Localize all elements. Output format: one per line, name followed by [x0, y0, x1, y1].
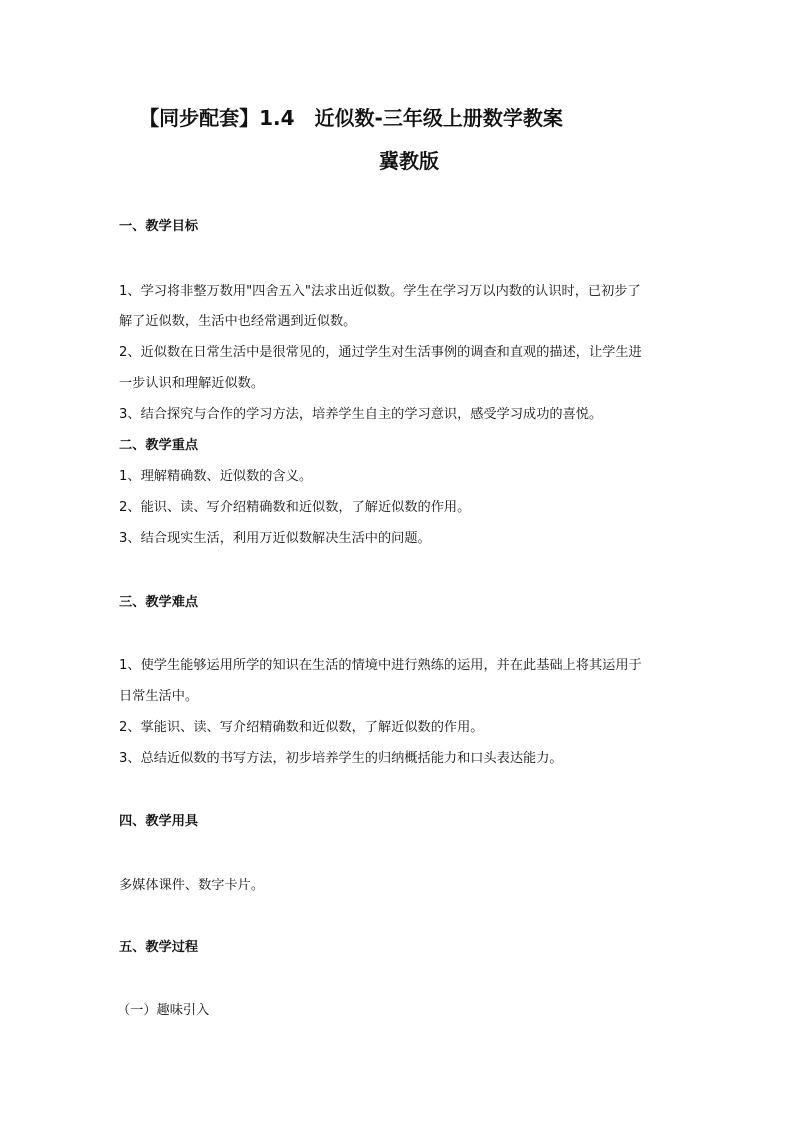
section-heading-process: 五、教学过程 — [119, 940, 199, 955]
document-title: 【同步配套】1.4 近似数-三年级上册数学教案 — [139, 106, 563, 130]
paragraph-line: 解了近似数，生活中也经常遇到近似数。 — [119, 314, 357, 329]
document-subtitle: 冀教版 — [379, 149, 439, 173]
paragraph-line: 1、学习将非整万数用"四舍五入"法求出近似数。学生在学习万以内数的认识时，已初步了 — [119, 284, 641, 299]
section-heading-objectives: 一、教学目标 — [119, 219, 199, 234]
section-heading-key-points: 二、教学重点 — [119, 438, 199, 453]
paragraph-line: 3、结合现实生活，利用万近似数解决生活中的问题。 — [119, 531, 431, 546]
paragraph-line: 多媒体课件、数字卡片。 — [119, 878, 265, 893]
paragraph-line: 日常生活中。 — [119, 689, 199, 704]
paragraph-line: 1、理解精确数、近似数的含义。 — [119, 469, 313, 484]
section-heading-teaching-aids: 四、教学用具 — [119, 814, 199, 829]
paragraph-line: 3、总结近似数的书写方法，初步培养学生的归纳概括能力和口头表达能力。 — [119, 751, 563, 766]
paragraph-line: 2、掌能识、读、写介绍精确数和近似数，了解近似数的作用。 — [119, 720, 484, 735]
paragraph-line: 1、使学生能够运用所学的知识在生活的情境中进行熟练的运用，并在此基础上将其运用于 — [119, 658, 642, 673]
paragraph-line: 2、能识、读、写介绍精确数和近似数，了解近似数的作用。 — [119, 500, 471, 515]
subsection-heading: （一）趣味引入 — [117, 1003, 210, 1018]
paragraph-line: 一步认识和理解近似数。 — [119, 376, 265, 391]
paragraph-line: 3、结合探究与合作的学习方法，培养学生自主的学习意识，感受学习成功的喜悦。 — [119, 407, 603, 422]
paragraph-line: 2、近似数在日常生活中是很常见的，通过学生对生活事例的调查和直观的描述，让学生进 — [119, 345, 642, 360]
section-heading-difficulties: 三、教学难点 — [119, 595, 199, 610]
